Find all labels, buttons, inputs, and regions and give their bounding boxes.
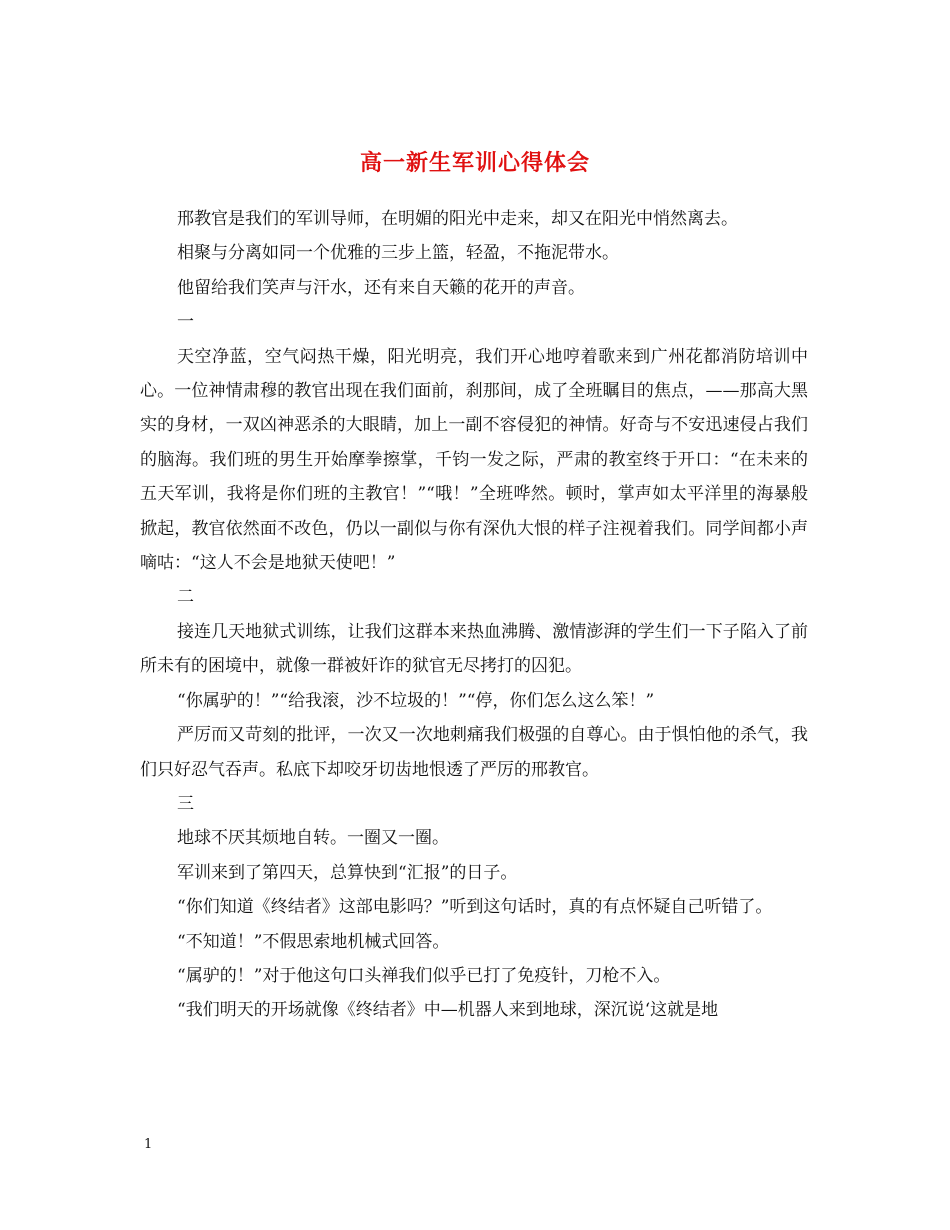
paragraph: 邢教官是我们的军训导师，在明媚的阳光中走来，却又在阳光中悄然离去。: [177, 209, 738, 229]
paragraph: 相聚与分离如同一个优雅的三步上篮，轻盈，不拖泥带水。: [177, 243, 619, 264]
paragraph: “你们知道《终结者》这部电影吗？”听到这句话时，真的有点怀疑自己听错了。: [177, 897, 773, 918]
paragraph: 二: [177, 587, 194, 608]
paragraph: 接连几天地狱式训练，让我们这群本来热血沸腾、激情澎湃的学生们一下子陷入了前所未有的困境中，就像一群被奸诈的狱官无尽拷打的囚犯。: [140, 621, 808, 677]
page-number: 1: [144, 1137, 153, 1152]
document-body: [140, 202, 808, 1028]
paragraph: 地球不厌其烦地自转。一圈又一圈。: [177, 828, 449, 849]
paragraph: “属驴的！”对于他这句口头禅我们似乎已打了免疫针，刀枪不入。: [177, 965, 671, 986]
paragraph: 严厉而又苛刻的批评，一次又一次地刺痛我们极强的自尊心。由于惧怕他的杀气，我们只好忍气吞声。私底下却咬牙切齿地恨透了严厉的邢教官。: [140, 725, 808, 780]
paragraph: 军训来到了第四天，总算快到“汇报”的日子。: [177, 862, 518, 883]
paragraph: “你属驴的！”“给我滚，沙不垃圾的！”“停，你们怎么这么笨！”: [177, 690, 655, 711]
paragraph: 天空净蓝，空气闷热干燥，阳光明亮，我们开心地哼着歌来到广州花都消防培训中心。一位神情肃穆的教官出现在我们面前，刹那间，成了全班瞩目的焦点，——那高大黑实的身材，一双凶神恶杀的大眼睛，加上一副不容侵犯的神情。好奇与不安迅速侵占我们的脑海。我们班的男生开始摩拳擦掌，千钧一发之际，严肃的教室终于开口：“在未来的五天军训，我将是你们班的主教官！”“哦！”全班哗然。顿时，掌声如太平洋里的海暴般掀起，教官依然面不改色，仍以一副似与你有深仇大恨的样子注视着我们。同学间都小声嘀咕：“这人不会是地狱天使吧！”: [140, 346, 808, 574]
paragraph: 他留给我们笑声与汗水，还有来自天籁的花开的声音。: [177, 277, 585, 298]
document-title: 高一新生军训心得体会: [359, 149, 590, 176]
paragraph: 一: [177, 312, 194, 333]
paragraph: 三: [177, 793, 194, 814]
paragraph: “我们明天的开场就像《终结者》中—机器人来到地球，深沉说‘这就是地: [177, 1000, 719, 1021]
paragraph: “不知道！”不假思索地机械式回答。: [177, 931, 450, 952]
